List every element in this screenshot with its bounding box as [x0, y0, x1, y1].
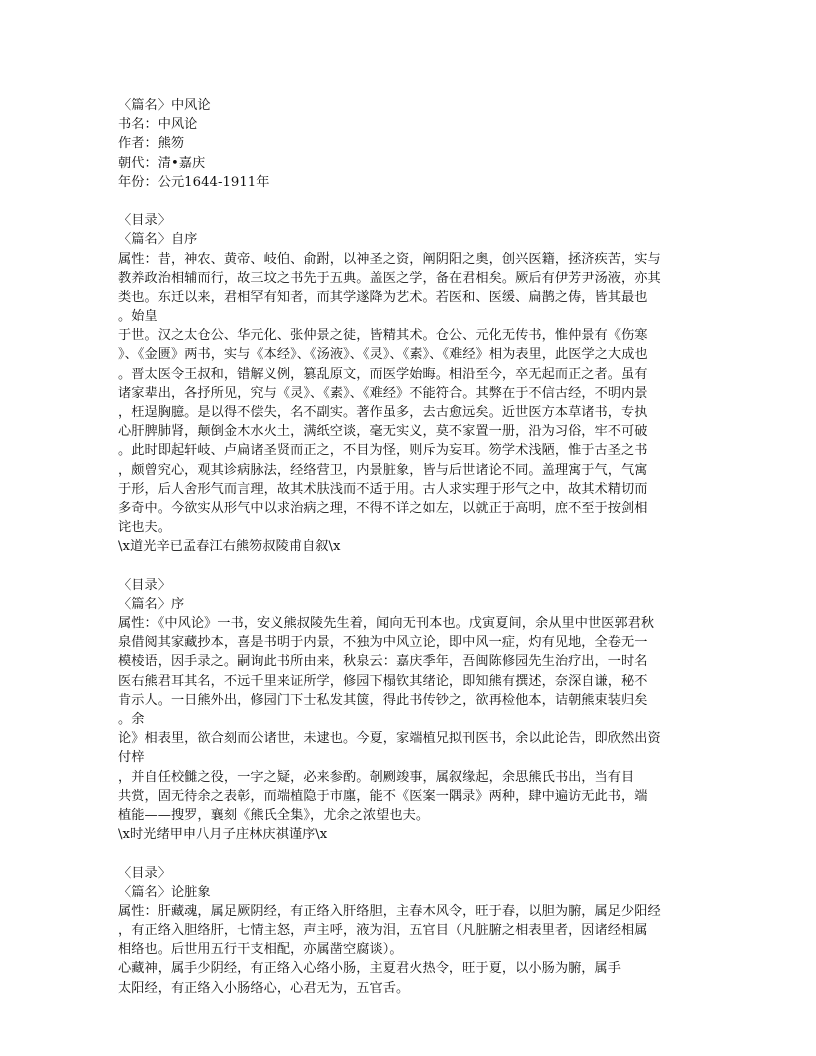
text-line: 类也。东迁以来，君相罕有知者，而其学遂降为艺术。若医和、医缓、扁鹊之俦，皆其最也 [118, 289, 648, 305]
text-line: 论》相表里，欲合刻而公诸世，未逮也。今夏，家端植兄拟刊医书，余以此论告，即欣然出资 [118, 731, 661, 747]
section-preface-author [118, 211, 698, 556]
spacer [118, 844, 698, 863]
signature-line: \x时光绪甲申八月子庄林庆祺谨序\x [118, 827, 328, 843]
author-line: 作者：熊笏 [118, 136, 185, 152]
section-title: 〈篇名〉自序 [118, 232, 198, 248]
text-line: 于世。汉之太仓公、华元化、张仲景之徒，皆精其术。仓公、元化无传书，惟仲景有《伤寒 [118, 328, 648, 344]
text-line: 共赏，固无待余之表彰，而端植隐于市廛，能不《医案一隅录》两种，肆中遍访无此书，端 [118, 788, 648, 804]
text-line: 植能——搜罗，襄刻《熊氏全集》，尤余之浓望也夫。 [118, 807, 430, 823]
text-line: 多奇中。今欲实从形气中以求治病之理，不得不详之如左，以就正于高明，庶不至于按剑相 [118, 500, 648, 516]
text-line: 诸家辈出，各抒所见，究与《灵》、《素》、《难经》不能符合。其弊在于不信古经，不明内景 [118, 385, 648, 401]
text-line: 心肝脾肺肾，颠倒金木水火土，满纸空谈，毫无实义，莫不家置一册，沿为习俗，牢不可破 [118, 424, 648, 440]
header-title-line: 〈篇名〉中风论 [118, 98, 211, 113]
text-line: ，颇曾究心，观其诊病脉法，经络营卫，内景脏象，皆与后世诸论不同。盖理寓于气，气寓 [118, 462, 648, 478]
toc-label: 〈目录〉 [118, 577, 171, 593]
spacer [118, 557, 698, 576]
text-line: ，枉逞胸臆。是以得不偿失，名不副实。著作虽多，去古愈远矣。近世医方本草诸书，专执 [118, 405, 648, 420]
section-title: 〈篇名〉论脏象 [118, 884, 211, 900]
text-line: 医右熊君耳其名，不远千里来证所学，修园下榻钦其绪论，即知熊有撰述，奈深自谦，秘不 [118, 673, 648, 689]
text-line: 太阳经，有正络入小肠络心，心君无为，五官舌。 [118, 980, 410, 996]
text-line: 》、《金匮》两书，实与《本经》、《汤液》、《灵》、《素》、《难经》相为表里，此医学之大成也 [118, 347, 648, 363]
book-name-line: 书名：中风论 [118, 117, 198, 133]
text-line: 于形，后人舍形气而言理，故其术肤浅而不适于用。古人求实理于形气之中，故其术精切而 [118, 481, 648, 497]
year-line: 年份：公元1644-1911年 [118, 174, 270, 190]
toc-label: 〈目录〉 [118, 865, 171, 881]
text-line: 。始皇 [118, 309, 158, 325]
text-line: 属性：肝藏魂，属足厥阴经，有正络入肝络胆，主春木风令，旺于春，以胆为腑，属足少阳经 [118, 903, 661, 919]
text-line: 。晋太医令王叔和，错解义例，篡乱原文，而医学始晦。相沿至今，卒无起而正之者。虽有 [118, 366, 648, 382]
text-line: 。余 [118, 712, 145, 727]
header-block [118, 96, 698, 192]
dynasty-line: 朝代：清•嘉庆 [118, 155, 206, 171]
spacer [118, 192, 698, 211]
text-line: ，并自任校雠之役，一字之疑，必来参酌。剞劂竣事，属叙缘起，余思熊氏书出，当有目 [118, 769, 635, 785]
section-title: 〈篇名〉序 [118, 596, 185, 612]
text-line: 模棱语，因手录之。嗣询此书所由来，秋泉云：嘉庆季年，吾闽陈修园先生治疗出，一时名 [118, 654, 648, 670]
section-zang-xiang [118, 864, 698, 998]
text-line: 泉借阅其家藏抄本，喜是书明于内景，不独为中风立论，即中风一症，灼有见地，全卷无一 [118, 635, 648, 651]
toc-label: 〈目录〉 [118, 213, 171, 229]
text-line: ，有正络入胆络肝，七情主怒，声主呼，液为泪，五官目（凡脏腑之相表里者，因诸经相属 [118, 923, 648, 939]
text-line: 心藏神，属手少阴经，有正络入心络小肠，主夏君火热令，旺于夏，以小肠为腑，属手 [118, 961, 622, 977]
text-line: 诧也夫。 [118, 520, 171, 536]
text-line: 肯示人。一日熊外出，修园门下士私发其箧，得此书传钞之，欲再检他本，诘朝熊束装归矣 [118, 692, 648, 708]
text-line: 教养政治相辅而行，故三坟之书先于五典。盖医之学，备在君相矣。厥后有伊芳尹汤液，亦其 [118, 270, 661, 286]
text-line: 属性：昔，神农、黄帝、岐伯、俞跗，以神圣之资，阐阴阳之奥，创兴医籍，拯济疾苦，实与 [118, 251, 661, 267]
text-line: 相络也。后世用五行干支相配，亦属凿空腐谈）。 [118, 942, 403, 958]
signature-line: \x道光辛已孟春江右熊笏叔陵甫自叙\x [118, 539, 341, 555]
document-page [118, 96, 698, 998]
text-line: 。此时即起轩岐、卢扁诸圣贤而正之，不目为怪，则斥为妄耳。笏学术浅陋，惟于古圣之书 [118, 443, 648, 459]
text-line: 付梓 [118, 750, 145, 766]
section-preface [118, 576, 698, 845]
text-line: 属性：《中风论》一书，安义熊叔陵先生着，闻向无刊本也。戊寅夏间，余从里中世医郭君秋 [118, 616, 655, 632]
